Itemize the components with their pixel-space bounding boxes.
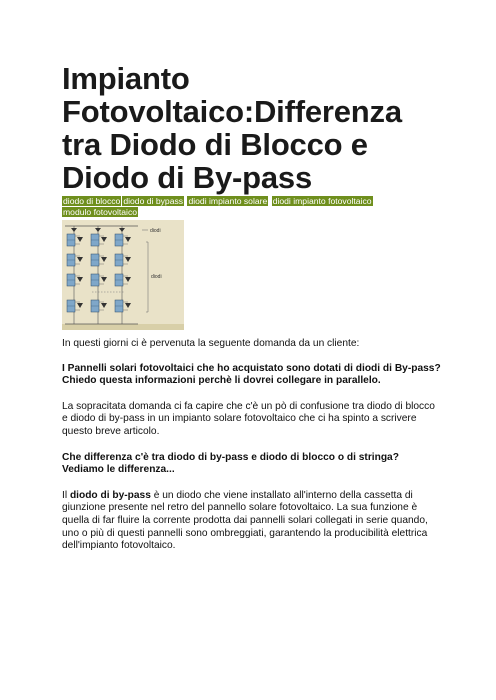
tag-link[interactable]: diodo di bypass — [123, 196, 184, 206]
intro-paragraph: In questi giorni ci è pervenuta la seguente domanda da un cliente: — [62, 338, 360, 349]
explanation-paragraph: La sopracitata domanda ci fa capire che c'è un pò di confusione tra diodo di blocco e diodo di by-pass in un impianto solare fotovoltaico che ci ha spinto a scrivere questo breve articolo. — [62, 400, 435, 437]
diagram-label-top: diodi — [150, 228, 161, 234]
page-title: Impianto Fotovoltaico:Differenza tra Diodo di Blocco e Diodo di By-pass — [62, 61, 402, 195]
bypass-rest: è un diodo che viene installato all'interno della cassetta di giunzione presente nel retro del pannello solare fotovoltaico. La sua funzione è quella di far fluire la corrente prodotta dai pannelli solari collegati in serie quando, uno o più di questi pannelli sono ombreggiati, garantendo la producibilità elettrica dell'impianto fotovoltaico. — [62, 489, 428, 552]
customer-question: I Pannelli solari fotovoltaici che ho acquistato sono dotati di diodi di By-pass? Chiedo questa informazioni perchè li dovrei collegare in parallelo. — [62, 362, 441, 387]
diode-diagram-image — [62, 220, 184, 330]
tag-link[interactable]: modulo fotovoltaico — [63, 207, 138, 217]
diagram-label-side: diodi — [151, 274, 162, 280]
tag-list — [62, 196, 432, 218]
section-heading: Che differenza c'è tra diodo di by-pass e diodo di blocco o di stringa? Vediamo le differenza... — [62, 451, 399, 476]
bypass-prefix: Il — [62, 489, 70, 501]
bypass-paragraph — [62, 490, 442, 553]
tag-link[interactable]: diodi impianto fotovoltaico — [272, 196, 372, 206]
article — [62, 62, 442, 553]
tag-link[interactable]: diodi impianto solare — [188, 196, 268, 206]
bypass-term: diodo di by-pass — [69, 489, 151, 501]
diode-diagram-svg — [62, 220, 184, 330]
tag-link[interactable]: diodo di blocco — [63, 196, 121, 206]
